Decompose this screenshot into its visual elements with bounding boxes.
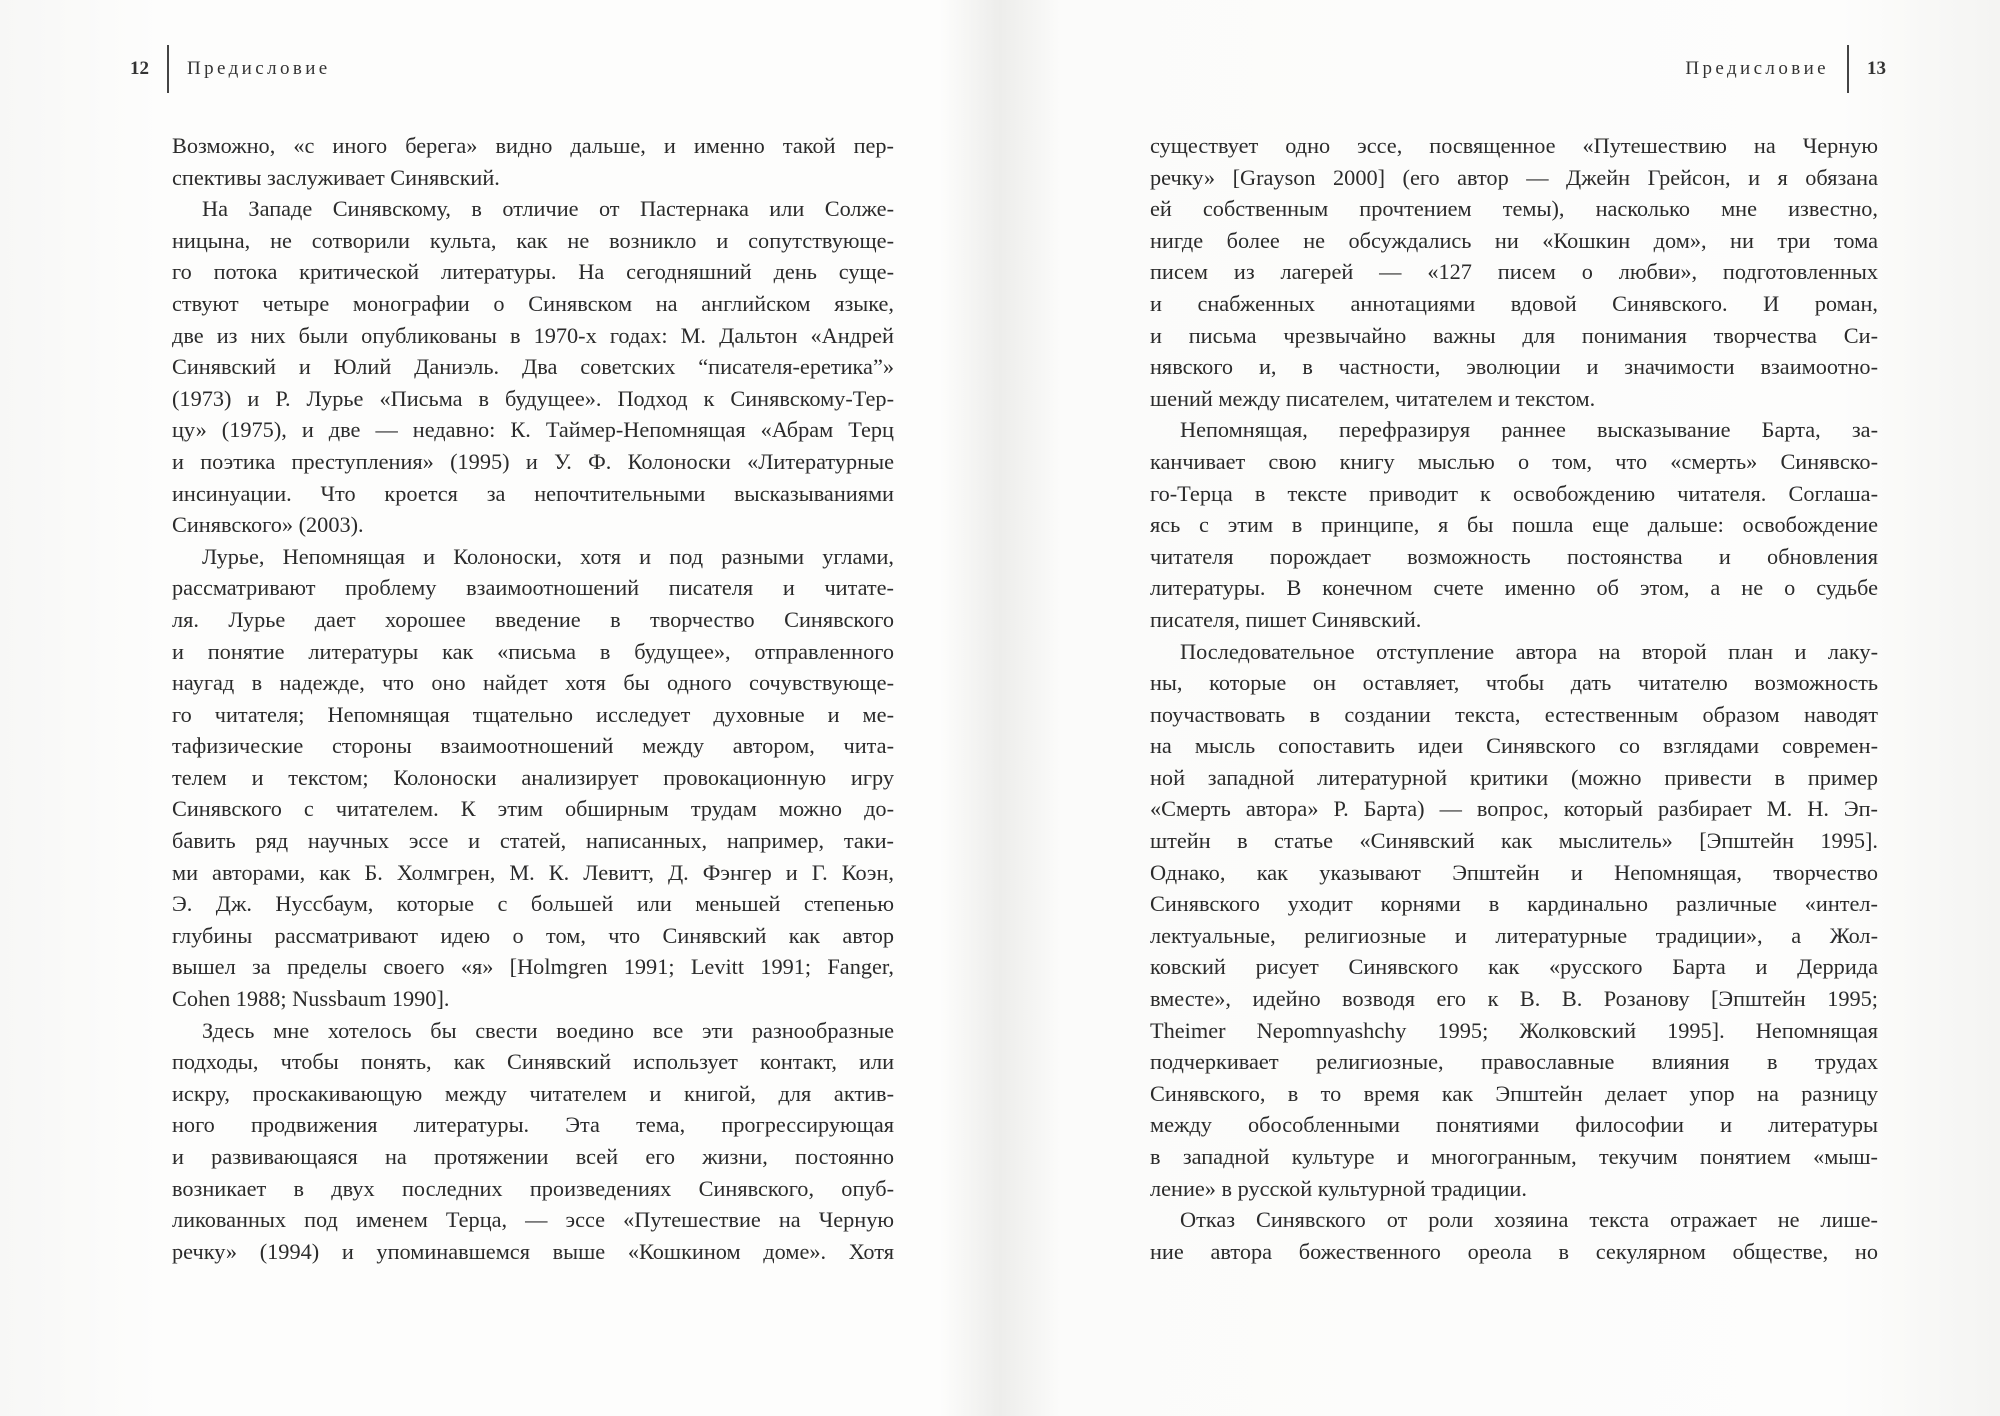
right-header-rule — [1847, 45, 1849, 93]
text-line: Однако, как указывают Эпштейн и Непомнящая, творчество — [1150, 859, 1878, 885]
text-line: Отказ Синявского от роли хозяина текста отражает не лише- — [1180, 1207, 1878, 1233]
right-running-title: Предисловие — [1685, 58, 1829, 79]
text-line: Cohen 1988; Nussbaum 1990]. — [172, 986, 450, 1012]
text-line: и развивающаяся на протяжении всей его жизни, постоянно — [172, 1144, 894, 1169]
text-line: существует одно эссе, посвященное «Путешествию на Черную — [1150, 133, 1878, 158]
text-line: Возможно, «с иного берега» видно дальше, и именно такой пер- — [172, 133, 894, 158]
text-line: ми авторами, как Б. Холмгрен, М. К. Левитт, Д. Фэнгер и Г. Коэн, — [172, 859, 894, 885]
text-line: ние автора божественного ореола в секулярном обществе, но — [1150, 1238, 1878, 1264]
text-line: Синявского с читателем. К этим обширным трудам можно до- — [172, 796, 894, 822]
text-line: тафизические стороны взаимоотношений между автором, чита- — [172, 733, 894, 759]
left-header-rule — [167, 45, 169, 93]
text-line: ковский рисует Синявского как «русского Барта и Деррида — [1150, 954, 1878, 980]
text-line: Theimer Nepomnyashchy 1995; Жолковский 1995]. Непомнящая — [1150, 1017, 1878, 1043]
left-page-body — [172, 130, 894, 1267]
left-running-title: Предисловие — [187, 58, 331, 79]
text-line: писателя, пишет Синявский. — [1150, 606, 1422, 632]
text-line: и снабженных аннотациями вдовой Синявского. И роман, — [1150, 290, 1878, 316]
text-line: Последовательное отступление автора на второй план и лаку- — [1180, 638, 1878, 664]
text-line: ление» в русской культурной традиции. — [1150, 1175, 1527, 1201]
text-line: канчивает свою книгу мыслью о том, что «смерть» Синявско- — [1150, 448, 1878, 474]
right-page-number: 13 — [1867, 58, 1886, 79]
text-line: цу» (1975), и две — недавно: К. Таймер-Непомнящая «Абрам Терц — [172, 417, 894, 443]
text-line: рассматривают проблему взаимоотношений писателя и читате- — [172, 575, 894, 601]
text-line: нигде более не обсуждались ни «Кошкин дом», ни три тома — [1150, 227, 1878, 253]
text-line: литературы. В конечном счете именно об этом, а не о судьбе — [1150, 575, 1878, 601]
text-line: подчеркивает религиозные, православные влияния в трудах — [1150, 1049, 1878, 1075]
left-page-header — [130, 46, 331, 92]
text-line: речку» (1994) и упоминавшемся выше «Кошкином доме». Хотя — [172, 1238, 894, 1264]
right-page-header — [1685, 46, 1886, 92]
text-line: го читателя; Непомнящая тщательно исследует духовные и ме- — [172, 701, 894, 727]
text-line: ной западной литературной критики (можно привести в пример — [1150, 764, 1878, 790]
text-line: ликованных под именем Терца, — эссе «Путешествие на Черную — [172, 1207, 894, 1233]
text-line: «Смерть автора» Р. Барта) — вопрос, который разбирает М. Н. Эп- — [1150, 796, 1878, 822]
text-line: ны, которые он оставляет, чтобы дать читателю возможность — [1150, 670, 1878, 696]
text-line: между обособленными понятиями философии и литературы — [1150, 1112, 1878, 1138]
text-line: вышел за пределы своего «я» [Holmgren 1991; Levitt 1991; Fanger, — [172, 954, 894, 980]
text-line: вместе», идейно возводя его к В. В. Розанову [Эпштейн 1995; — [1150, 986, 1878, 1012]
text-line: Синявский и Юлий Даниэль. Два советских “писателя-еретика”» — [172, 354, 894, 380]
text-line: Непомнящая, перефразируя раннее высказывание Барта, за- — [1180, 417, 1878, 443]
text-line: лектуальные, религиозные и литературные традиции», а Жол- — [1150, 922, 1878, 948]
text-line: Синявского» (2003). — [172, 512, 364, 538]
text-line: ствуют четыре монографии о Синявском на английском языке, — [172, 290, 894, 316]
right-page-body — [1150, 130, 1878, 1267]
text-line: две из них были опубликованы в 1970-х годах: М. Дальтон «Андрей — [172, 322, 894, 348]
text-line: и поэтика преступления» (1995) и У. Ф. Колоноски «Литературные — [172, 448, 894, 474]
text-line: ницына, не сотворили культа, как не возникло и сопутствующе- — [172, 227, 894, 253]
text-line: поучаствовать в создании текста, естественным образом наводят — [1150, 701, 1878, 727]
text-line: ля. Лурье дает хорошее введение в творчество Синявского — [172, 606, 894, 632]
text-line: глубины рассматривают идею о том, что Синявский как автор — [172, 922, 894, 948]
text-line: читателя порождает возможность постоянства и обновления — [1150, 543, 1878, 569]
text-line: возникает в двух последних произведениях Синявского, опуб- — [172, 1175, 894, 1201]
text-line: На Западе Синявскому, в отличие от Пастернака или Солже- — [202, 196, 894, 222]
text-line: подходы, чтобы понять, как Синявский использует контакт, или — [172, 1049, 894, 1075]
text-line: (1973) и Р. Лурье «Письма в будущее». Подход к Синявскому-Тер- — [172, 385, 894, 411]
text-line: и письма чрезвычайно важны для понимания творчества Си- — [1150, 322, 1878, 348]
text-line: Синявского, в то время как Эпштейн делает упор на разницу — [1150, 1080, 1878, 1106]
text-line: ного продвижения литературы. Эта тема, прогрессирующая — [172, 1112, 894, 1138]
text-line: на мысль сопоставить идеи Синявского со взглядами современ- — [1150, 733, 1878, 759]
text-line: в западной культуре и многогранным, текучим понятием «мыш- — [1150, 1144, 1878, 1169]
text-line: Синявского уходит корнями в кардинально различные «интел- — [1150, 891, 1878, 917]
text-line: го-Терца в тексте приводит к освобождению читателя. Соглаша- — [1150, 480, 1878, 506]
left-page-number: 12 — [130, 58, 149, 79]
text-line: Здесь мне хотелось бы свести воедино все эти разнообразные — [202, 1017, 894, 1043]
text-line: спективы заслуживает Синявский. — [172, 164, 500, 190]
text-line: искру, проскакивающую между читателем и книгой, для актив- — [172, 1080, 894, 1106]
text-line: штейн в статье «Синявский как мыслитель» [Эпштейн 1995]. — [1150, 828, 1878, 854]
text-line: го потока критической литературы. На сегодняшний день суще- — [172, 259, 894, 285]
text-line: речку» [Grayson 2000] (его автор — Джейн Грейсон, и я обязана — [1150, 164, 1878, 190]
text-line: и понятие литературы как «письма в будущее», отправленного — [172, 638, 894, 664]
text-line: нявского и, в частности, эволюции и значимости взаимоотно- — [1150, 354, 1878, 380]
text-line: бавить ряд научных эссе и статей, написанных, например, таки- — [172, 828, 894, 854]
text-line: Э. Дж. Нуссбаум, которые с большей или меньшей степенью — [172, 891, 894, 917]
text-line: шений между писателем, читателем и текстом. — [1150, 385, 1596, 411]
text-line: Лурье, Непомнящая и Колоноски, хотя и под разными углами, — [202, 543, 894, 569]
text-line: инсинуации. Что кроется за непочтительными высказываниями — [172, 480, 894, 506]
text-line: наугад в надежде, что оно найдет хотя бы одного сочувствующе- — [172, 670, 894, 696]
text-line: писем из лагерей — «127 писем о любви», подготовленных — [1150, 259, 1878, 285]
text-line: ясь с этим в принципе, я бы пошла еще дальше: освобождение — [1150, 512, 1878, 538]
text-line: ей собственным прочтением темы), насколько мне известно, — [1150, 196, 1878, 222]
text-line: телем и текстом; Колоноски анализирует провокационную игру — [172, 764, 894, 790]
